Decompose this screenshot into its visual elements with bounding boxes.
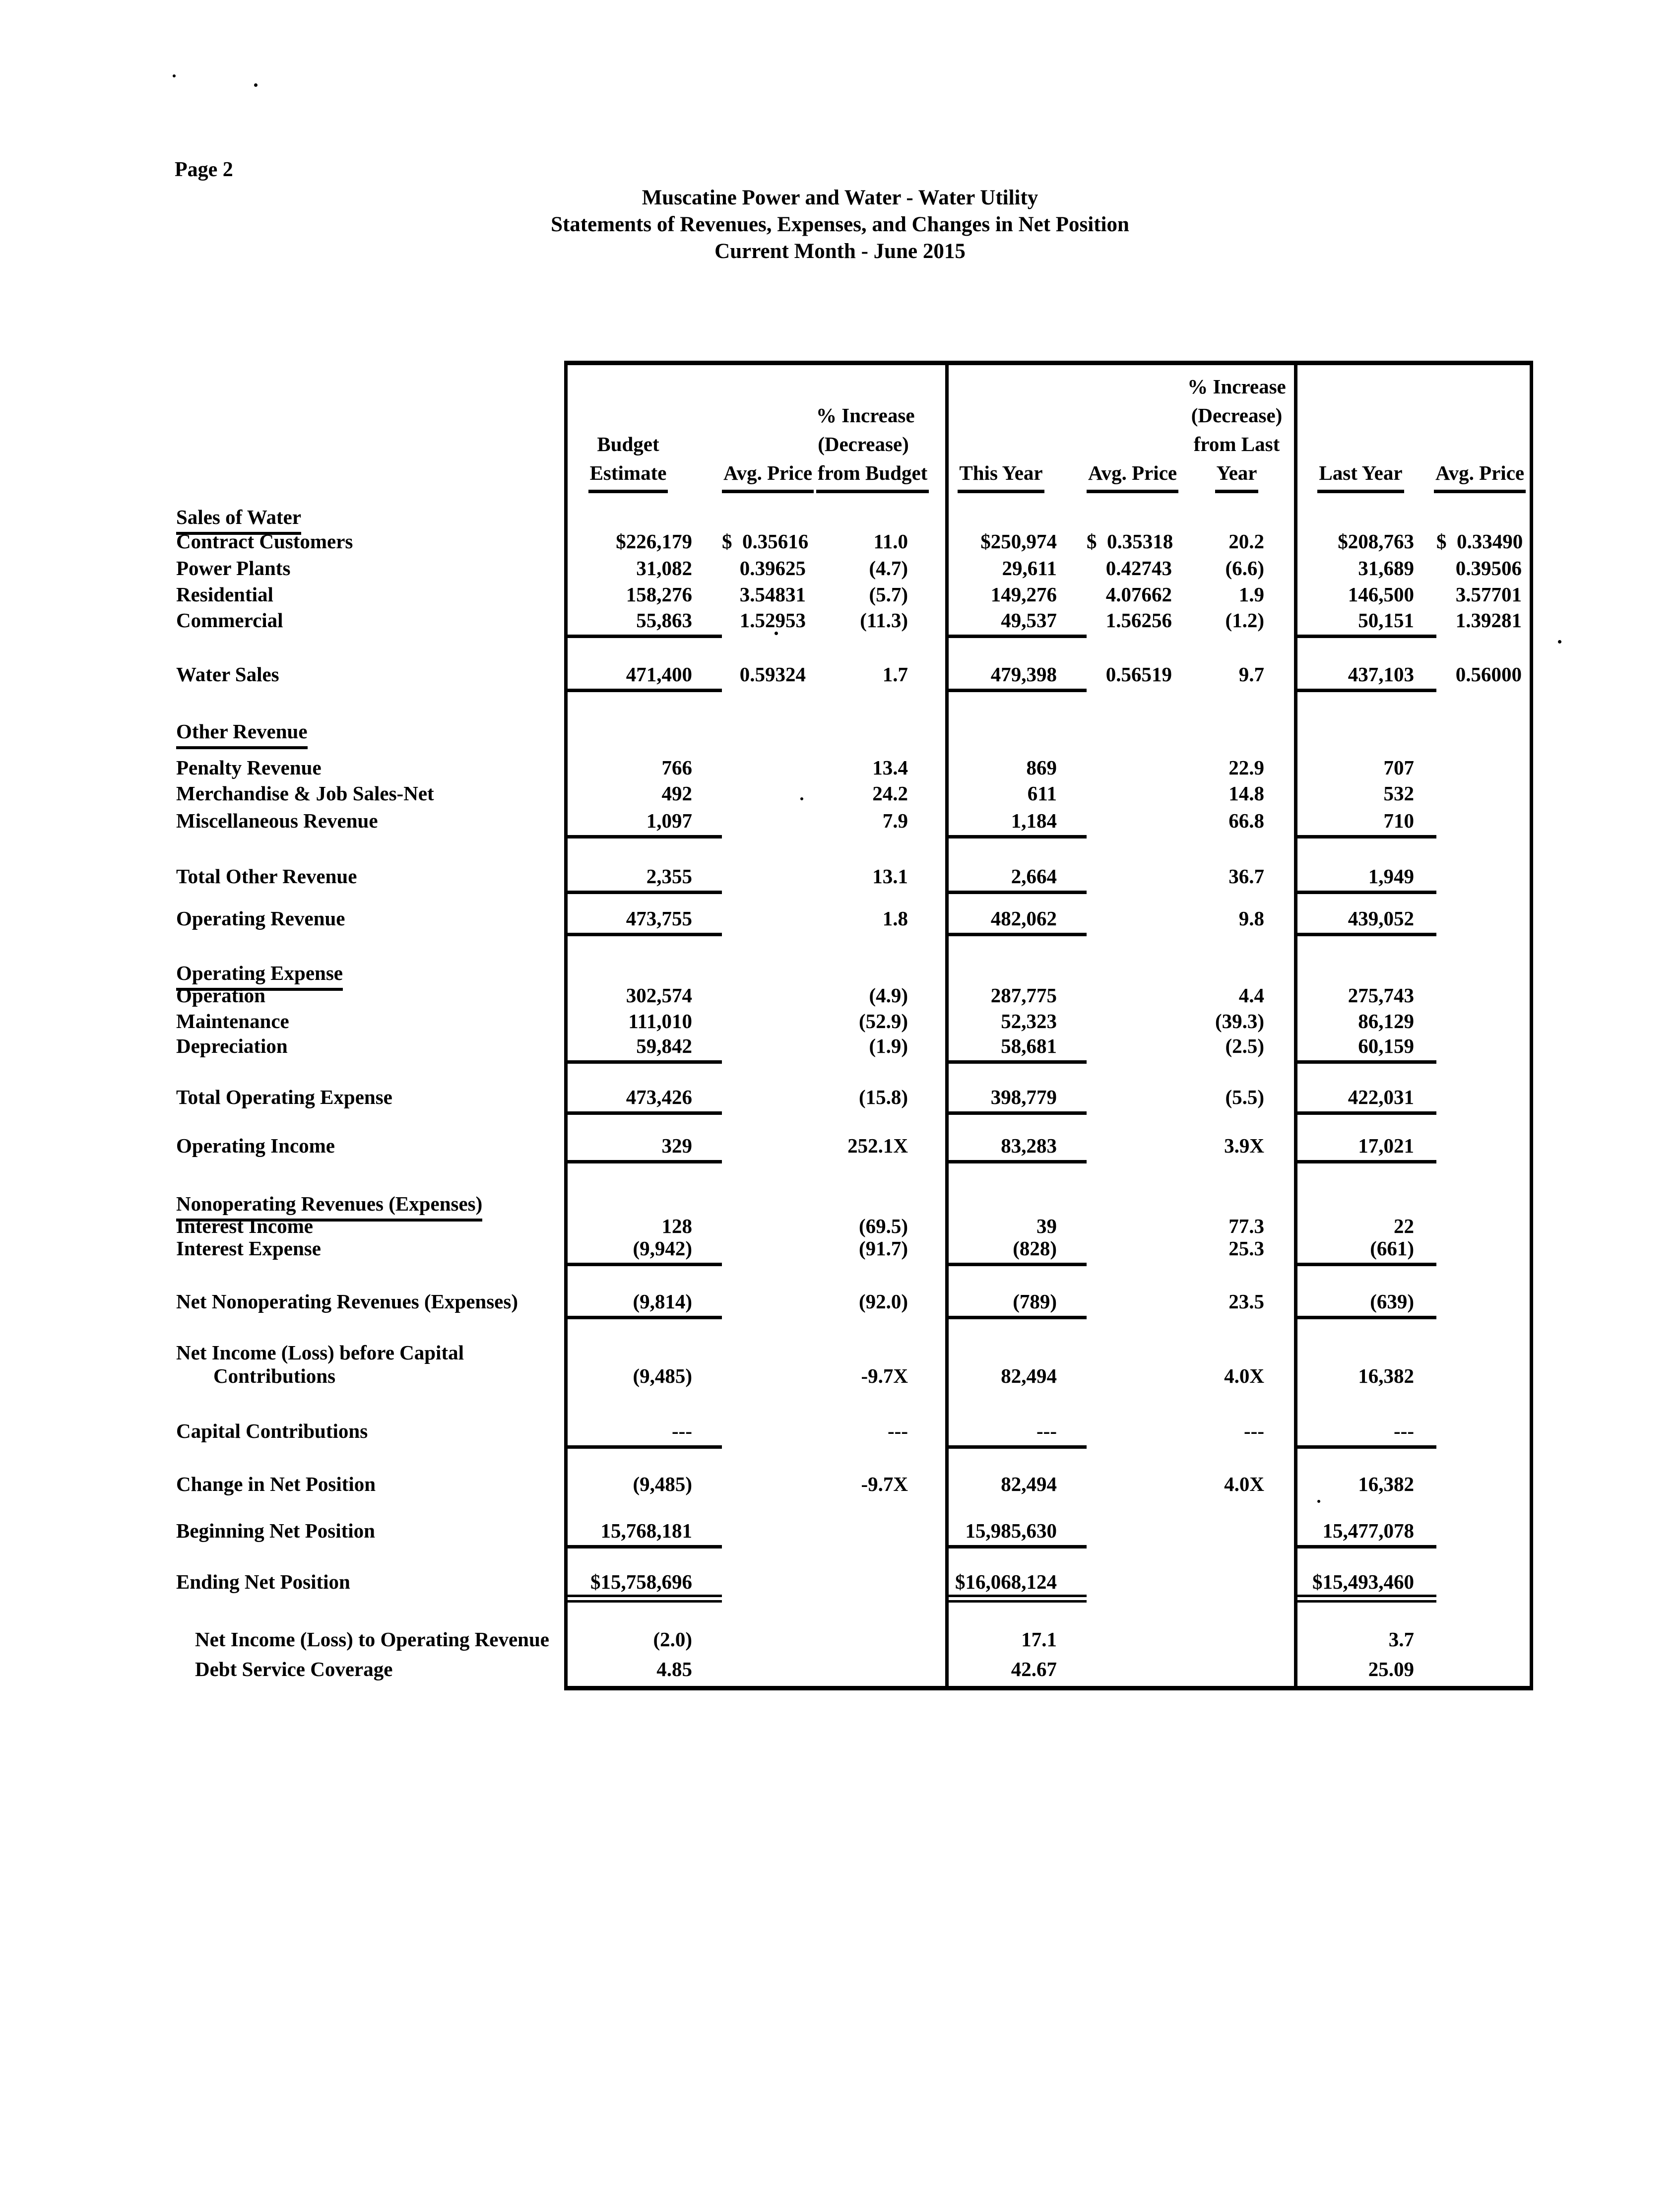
table-row-interest-income: Interest Income 128 (69.5) 39 77.3 22 xyxy=(176,1215,1414,1237)
table-row-operation: Operation 302,574 (4.9) 287,775 4.4 275,743 xyxy=(176,984,1414,1007)
table-row-water-sales: Water Sales 471,400 0.59324 1.7 479,398 0.56519 9.7 437,103 0.56000 xyxy=(176,661,1533,692)
table-row-operating-income: Operating Income 329 252.1X 83,283 3.9X 17,021 xyxy=(176,1133,1533,1163)
section-heading-operating-expense: Operating Expense xyxy=(176,960,1533,991)
column-header-pct-from-last-year: % Increase (Decrease) from Last Year xyxy=(1183,375,1290,493)
scan-artifact-dot xyxy=(173,74,176,77)
table-row-ending-net-position: Ending Net Position $15,758,696 $16,068,124 $15,493,460 xyxy=(176,1569,1533,1600)
table-row-commercial: Commercial 55,863 1.52953 (11.3) 49,537 1.56256 (1.2) 50,151 1.39281 xyxy=(176,607,1533,638)
scan-artifact-dot xyxy=(254,83,258,87)
table-row-capital-contributions: Capital Contributions --- --- --- --- --- xyxy=(176,1418,1533,1449)
table-row-power-plants: Power Plants 31,082 0.39625 (4.7) 29,611 0.42743 (6.6) 31,689 0.39506 xyxy=(176,557,1522,580)
document-title xyxy=(0,185,1680,265)
column-header-this-year: This Year xyxy=(945,375,1057,493)
page-number-label: Page 2 xyxy=(175,158,233,181)
title-line-statement: Statements of Revenues, Expenses, and Changes in Net Position xyxy=(551,213,1129,236)
table-row-net-income-before-capital-line2: Contributions (9,485) -9.7X 82,494 4.0X 16,382 xyxy=(213,1364,1414,1387)
table-row-maintenance: Maintenance 111,010 (52.9) 52,323 (39.3) 86,129 xyxy=(176,1010,1414,1032)
section-heading-sales-of-water: Sales of Water xyxy=(176,504,1533,535)
table-row-residential: Residential 158,276 3.54831 (5.7) 149,276 4.07662 1.9 146,500 3.57701 xyxy=(176,583,1522,606)
title-line-utility: Muscatine Power and Water - Water Utility xyxy=(642,186,1038,209)
scan-artifact-dot xyxy=(1317,1500,1320,1503)
table-row-total-other-revenue: Total Other Revenue 2,355 13.1 2,664 36.7 1,949 xyxy=(176,863,1533,894)
column-header-avg-price-last-year: Avg. Price xyxy=(1434,375,1526,493)
column-header-budget-estimate: Budget Estimate xyxy=(564,375,692,493)
table-top-border xyxy=(564,361,1533,365)
table-row-net-nonoperating: Net Nonoperating Revenues (Expenses) (9,814) (92.0) (789) 23.5 (639) xyxy=(176,1289,1533,1319)
table-row-depreciation: Depreciation 59,842 (1.9) 58,681 (2.5) 60,159 xyxy=(176,1033,1533,1064)
scan-artifact-dot xyxy=(800,797,803,800)
column-header-pct-from-budget: % Increase (Decrease) from Budget xyxy=(816,375,910,493)
table-row-interest-expense: Interest Expense (9,942) (91.7) (828) 25.3 (661) xyxy=(176,1235,1533,1266)
table-row-total-operating-expense: Total Operating Expense 473,426 (15.8) 398,779 (5.5) 422,031 xyxy=(176,1084,1533,1115)
column-header-avg-price-this-year: Avg. Price xyxy=(1087,375,1173,493)
table-row-merchandise-job-sales: Merchandise & Job Sales-Net 492 24.2 611 14.8 532 xyxy=(176,782,1414,805)
table-row-operating-revenue: Operating Revenue 473,755 1.8 482,062 9.8 439,052 xyxy=(176,905,1533,936)
section-heading-nonoperating: Nonoperating Revenues (Expenses) xyxy=(176,1191,1533,1222)
title-line-period: Current Month - June 2015 xyxy=(714,240,966,263)
section-heading-other-revenue: Other Revenue xyxy=(176,718,1533,749)
table-row-beginning-net-position: Beginning Net Position 15,768,181 15,985,630 15,477,078 xyxy=(176,1518,1533,1548)
table-row-net-income-before-capital-line1: Net Income (Loss) before Capital xyxy=(176,1341,464,1364)
table-row-penalty-revenue: Penalty Revenue 766 13.4 869 22.9 707 xyxy=(176,756,1414,779)
column-header-avg-price-budget: Avg. Price xyxy=(722,375,806,493)
table-row-miscellaneous-revenue: Miscellaneous Revenue 1,097 7.9 1,184 66.8 710 xyxy=(176,808,1533,838)
column-header-last-year: Last Year xyxy=(1307,375,1414,493)
table-row-contract-customers: Contract Customers $226,179 $ 0.35616 11.0 $250,974 $ 0.35318 20.2 $208,763 $ 0.33490 xyxy=(176,530,1523,553)
table-row-debt-service-coverage: Debt Service Coverage 4.85 42.67 25.09 xyxy=(195,1658,1414,1680)
scan-artifact-dot xyxy=(1558,640,1561,644)
table-row-net-income-to-operating-revenue: Net Income (Loss) to Operating Revenue (2.0) 17.1 3.7 xyxy=(195,1628,1414,1651)
table-row-change-in-net-position: Change in Net Position (9,485) -9.7X 82,494 4.0X 16,382 xyxy=(176,1473,1414,1495)
scan-artifact-dot xyxy=(775,632,778,635)
